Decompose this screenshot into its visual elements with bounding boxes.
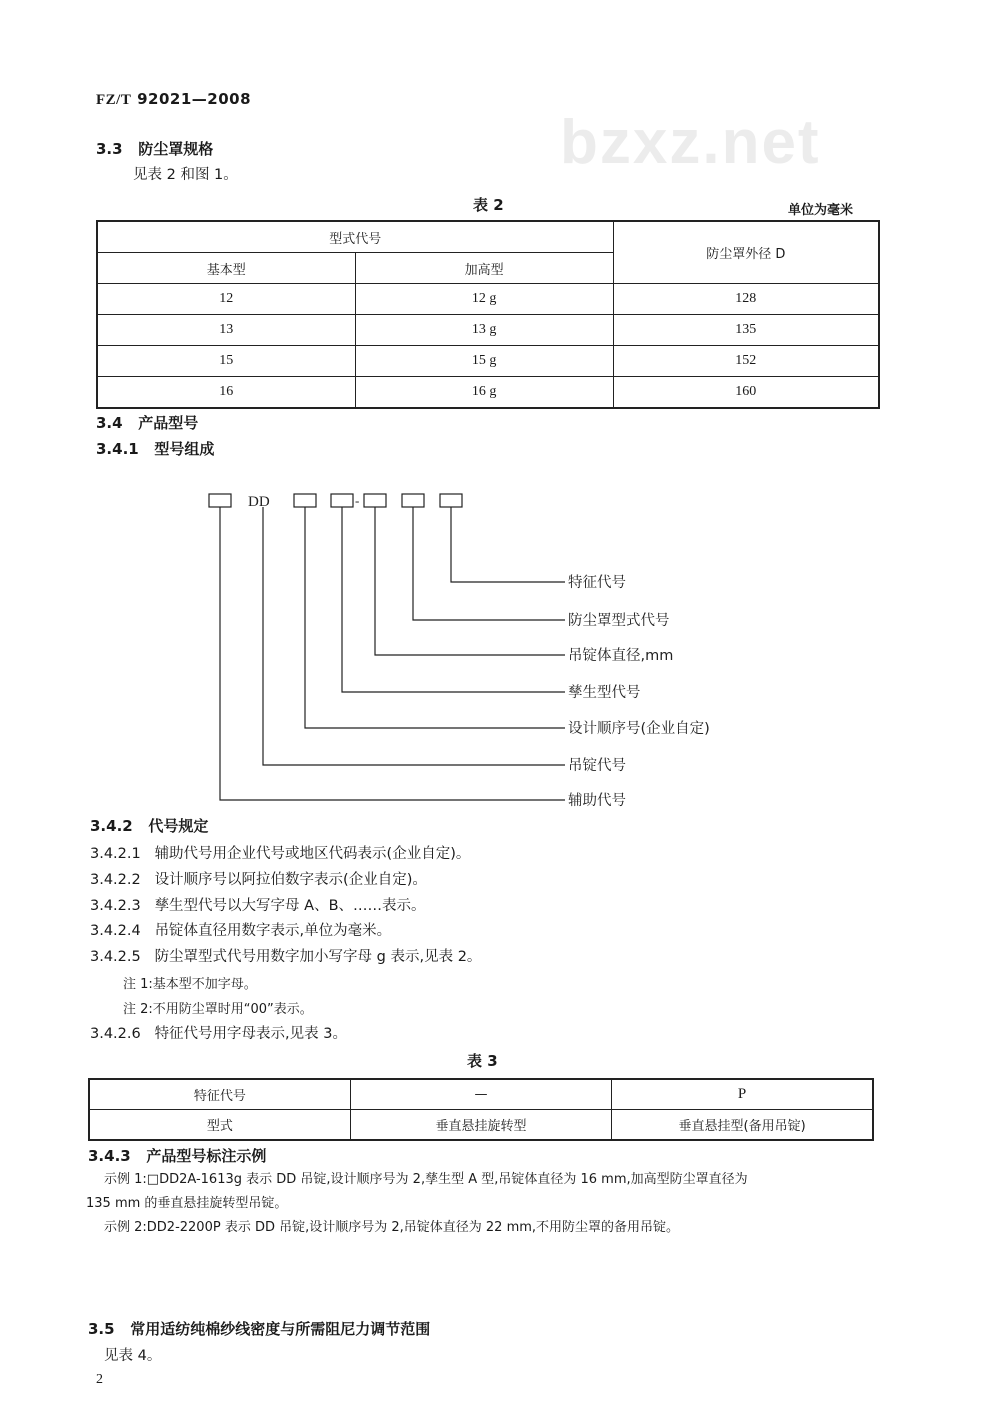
label-auxiliary-code: 辅助代号 (568, 793, 626, 809)
leader-line (451, 507, 565, 582)
standard-header (96, 90, 251, 109)
section-3-5-text: 见表 4。 (104, 1348, 162, 1364)
table-cell: 135 (613, 315, 879, 346)
section-number: 3.3 (96, 140, 123, 158)
label-cover-type-code: 防尘罩型式代号 (568, 613, 670, 629)
section-title: 型号组成 (154, 440, 215, 458)
section-number: 3.5 (88, 1320, 115, 1338)
label-spindle-diameter: 吊锭体直径,mm (568, 648, 674, 664)
section-3-4-1-heading (96, 438, 214, 459)
code-dash: - (355, 493, 360, 508)
section-number: 3.4 (96, 414, 123, 432)
watermark: bzxz.net (560, 108, 821, 177)
table-cell: 13 g (355, 315, 613, 346)
code-box-feature (440, 494, 462, 507)
clause-3-4-2-5: 3.4.2.5 防尘罩型式代号用数字加小写字母 g 表示,见表 2。 (90, 949, 482, 965)
section-title: 产品型号 (138, 414, 199, 432)
clause-3-4-2-6: 3.4.2.6 特征代号用字母表示,见表 3。 (90, 1026, 348, 1042)
table-3 (88, 1078, 874, 1141)
clause-3-4-2-1: 3.4.2.1 辅助代号用企业代号或地区代码表示(企业自定)。 (90, 846, 471, 862)
leader-line (375, 507, 565, 655)
example-1-line-1: 示例 1:□DD2A-1613g 表示 DD 吊锭,设计顺序号为 2,孳生型 A 型,吊锭体直径为 16 mm,加高型防尘罩直径为 (104, 1172, 748, 1187)
section-title: 防尘罩规格 (138, 140, 214, 158)
table-cell: P (612, 1079, 873, 1110)
page-number: 2 (96, 1372, 103, 1387)
section-3-4-heading (96, 412, 198, 433)
table-cell: 160 (613, 377, 879, 409)
leader-line (413, 507, 565, 620)
header-outer-diameter: 防尘罩外径 D (613, 221, 879, 284)
table-row (97, 315, 879, 346)
table2-unit: 单位为毫米 (788, 203, 854, 218)
header-raised: 加高型 (355, 253, 613, 284)
standard-prefix: FZ/T (96, 92, 132, 108)
table-row (89, 1110, 873, 1141)
note-1: 注 1:基本型不加字母。 (123, 977, 257, 992)
label-design-sequence: 设计顺序号(企业自定) (568, 721, 710, 737)
table-cell: 15 (97, 346, 355, 377)
table-header-row (97, 221, 879, 253)
table-cell: 152 (613, 346, 879, 377)
table-cell: 16 (97, 377, 355, 409)
table-cell: 16 g (355, 377, 613, 409)
table-cell: 特征代号 (89, 1079, 350, 1110)
label-derived-type-code: 孳生型代号 (568, 685, 641, 701)
example-2: 示例 2:DD2-2200P 表示 DD 吊锭,设计顺序号为 2,吊锭体直径为 22 mm,不用防尘罩的备用吊锭。 (104, 1220, 680, 1235)
table-row (97, 284, 879, 315)
code-dd: DD (248, 494, 270, 510)
leader-line (263, 507, 565, 765)
code-box-design-seq (294, 494, 316, 507)
table-cell: — (350, 1079, 611, 1110)
standard-number: 92021—2008 (137, 90, 252, 108)
section-3-3-heading (96, 138, 213, 159)
code-box-cover-type (402, 494, 424, 507)
table3-caption: 表 3 (467, 1052, 498, 1070)
table-row (97, 346, 879, 377)
table-cell: 13 (97, 315, 355, 346)
section-3-3-text: 见表 2 和图 1。 (133, 167, 238, 183)
table-cell: 128 (613, 284, 879, 315)
section-title: 常用适纺纯棉纱线密度与所需阻尼力调节范围 (130, 1320, 431, 1338)
section-3-4-2-heading (90, 815, 208, 836)
code-box-diameter (364, 494, 386, 507)
table-cell: 12 (97, 284, 355, 315)
section-number: 3.4.3 (88, 1147, 131, 1165)
table-cell: 12 g (355, 284, 613, 315)
header-basic: 基本型 (97, 253, 355, 284)
clause-3-4-2-3: 3.4.2.3 孳生型代号以大写字母 A、B、……表示。 (90, 898, 426, 914)
section-title: 代号规定 (148, 817, 209, 835)
clause-3-4-2-4: 3.4.2.4 吊锭体直径用数字表示,单位为毫米。 (90, 923, 392, 939)
section-3-5-heading (88, 1318, 430, 1339)
header-type-code: 型式代号 (97, 221, 613, 253)
table-row (89, 1079, 873, 1110)
code-box-auxiliary (209, 494, 231, 507)
example-1-line-2: 135 mm 的垂直悬挂旋转型吊锭。 (86, 1196, 288, 1211)
table-cell: 15 g (355, 346, 613, 377)
note-2: 注 2:不用防尘罩时用“00”表示。 (123, 1002, 313, 1017)
table-cell: 垂直悬挂型(备用吊锭) (612, 1110, 873, 1141)
table-row (97, 377, 879, 409)
model-code-diagram (190, 480, 810, 820)
examples-block (86, 1168, 886, 1240)
table-2 (96, 220, 880, 409)
leader-line (305, 507, 565, 728)
section-number: 3.4.1 (96, 440, 139, 458)
section-title: 产品型号标注示例 (146, 1147, 267, 1165)
table2-caption: 表 2 (473, 196, 504, 214)
section-number: 3.4.2 (90, 817, 133, 835)
leader-line (220, 507, 565, 800)
label-feature-code: 特征代号 (568, 575, 626, 591)
section-3-4-3-heading (88, 1145, 266, 1166)
table-cell: 型式 (89, 1110, 350, 1141)
table-cell: 垂直悬挂旋转型 (350, 1110, 611, 1141)
code-box-derived-type (331, 494, 353, 507)
label-spindle-code: 吊锭代号 (568, 758, 626, 774)
clause-3-4-2-2: 3.4.2.2 设计顺序号以阿拉伯数字表示(企业自定)。 (90, 872, 427, 888)
